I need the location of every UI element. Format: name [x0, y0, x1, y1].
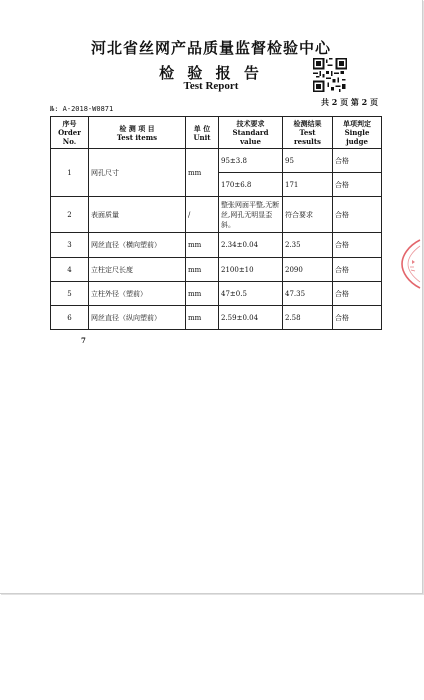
- results-table: [50, 116, 382, 330]
- cell-judge: 合格: [333, 306, 382, 330]
- qr-code-icon: [313, 58, 347, 92]
- cell-result: 2.35: [283, 233, 333, 258]
- cell-order: 5: [51, 282, 89, 306]
- cell-result: 2.58: [283, 306, 333, 330]
- cell-unit: mm: [186, 149, 219, 197]
- report-number: №: A-2018-W0871: [50, 105, 114, 113]
- header-unit: 单 位 Unit: [186, 117, 219, 149]
- cell-item: 表面质量: [89, 197, 186, 233]
- cell-order: 1: [51, 149, 89, 197]
- cell-unit: mm: [186, 258, 219, 282]
- table-row: [51, 149, 382, 173]
- cell-judge: 合格: [333, 233, 382, 258]
- cell-unit: mm: [186, 282, 219, 306]
- table-row: [51, 233, 382, 258]
- cell-order: 6: [51, 306, 89, 330]
- cell-standard: 2.59±0.04: [219, 306, 283, 330]
- cell-order: 3: [51, 233, 89, 258]
- header-result: 检测结果 Test results: [283, 117, 333, 149]
- cell-standard: 95±3.8: [219, 149, 283, 173]
- header-order: 序号 Order No.: [51, 117, 89, 149]
- table-row: [51, 258, 382, 282]
- cell-result: 2090: [283, 258, 333, 282]
- table-row: [51, 282, 382, 306]
- cell-item: 立柱外径（塑前）: [89, 282, 186, 306]
- cell-result: 95: [283, 149, 333, 173]
- cell-judge: 合格: [333, 258, 382, 282]
- org-title: 河北省丝网产品质量监督检验中心: [90, 39, 331, 57]
- cell-item: 立柱定尺长度: [89, 258, 186, 282]
- header-judge: 单项判定 Single judge: [333, 117, 382, 149]
- report-title: 检 验 报 告: [159, 64, 263, 82]
- cell-unit: mm: [186, 233, 219, 258]
- table-header-row: [51, 117, 382, 149]
- cell-item: 网丝直径（纵向塑前）: [89, 306, 186, 330]
- cell-order: 4: [51, 258, 89, 282]
- cell-standard: 2100±10: [219, 258, 283, 282]
- cell-judge: 合格: [333, 149, 382, 173]
- cell-judge: 合格: [333, 173, 382, 197]
- table-row: [51, 306, 382, 330]
- report-title-en: Test Report: [183, 80, 239, 92]
- cell-result: 符合要求: [283, 197, 333, 233]
- cell-result: 47.35: [283, 282, 333, 306]
- header-standard: 技术要求 Standard value: [219, 117, 283, 149]
- header-item: 检 测 项 目 Test items: [89, 117, 186, 149]
- official-stamp-icon: [398, 238, 422, 290]
- cell-item: 网丝直径（横向塑前）: [89, 233, 186, 258]
- cell-unit: mm: [186, 306, 219, 330]
- cell-standard: 整张网面平整,无断丝,网孔无明显歪斜。: [219, 197, 283, 233]
- cell-judge: 合格: [333, 282, 382, 306]
- footnote: 7: [81, 336, 86, 345]
- table-row: [51, 197, 382, 233]
- cell-order: 2: [51, 197, 89, 233]
- cell-judge: 合格: [333, 197, 382, 233]
- cell-result: 171: [283, 173, 333, 197]
- page-indicator: 共 2 页 第 2 页: [320, 97, 378, 107]
- cell-standard: 2.34±0.04: [219, 233, 283, 258]
- cell-standard: 47±0.5: [219, 282, 283, 306]
- cell-unit: /: [186, 197, 219, 233]
- cell-item: 网孔尺寸: [89, 149, 186, 197]
- cell-standard: 170±6.8: [219, 173, 283, 197]
